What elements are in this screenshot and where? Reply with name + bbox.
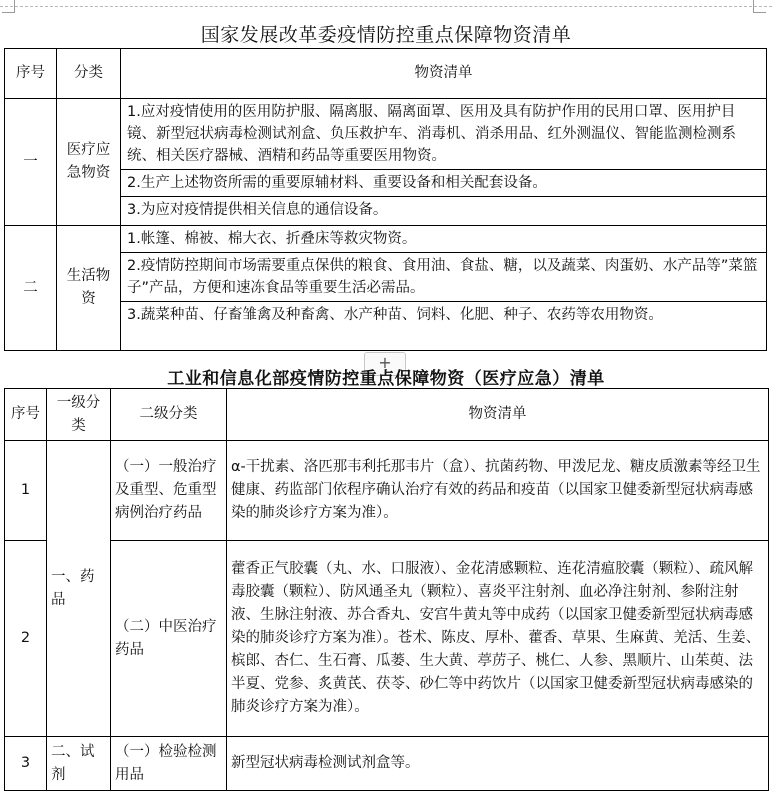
row-items-cell	[121, 99, 767, 226]
list-item: 2.疫情防控期间市场需要重点保供的粮食、食用油、食盐、糖，以及蔬菜、肉蛋奶、水产品等”菜篮子”产品，方便和速冻食品等重要生活必需品。	[121, 253, 766, 302]
item-list	[121, 99, 766, 223]
row-level2: （一）检验检测用品	[111, 737, 227, 791]
row-items: 藿香正气胶囊（丸、水、口服液）、金花清感颗粒、连花清瘟胶囊（颗粒）、疏风解毒胶囊（颗粒）、防风通圣丸（颗粒）、喜炎平注射剂、血必净注射剂、参附注射液、生脉注射液、苏合香丸、安宫牛黄丸等中成药（以国家卫健委新型冠状病毒感染的肺炎诊疗方案为准）。苍术、陈皮、厚朴、藿香、草果、生麻黄、羌活、生姜、槟郎、杏仁、生石膏、瓜蒌、生大黄、葶苈子、桃仁、人参、黑顺片、山茱萸、法半夏、党参、炙黄芪、茯苓、砂仁等中药饮片（以国家卫健委新型冠状病毒感染的肺炎诊疗方案为准）。	[227, 541, 769, 737]
row-seq: 一	[5, 99, 57, 226]
row-seq: 2	[5, 541, 47, 737]
table1-title: 国家发展改革委疫情防控重点保障物资清单	[200, 24, 572, 46]
page-top-border	[0, 6, 772, 7]
header-level1: 一级分类	[47, 389, 111, 441]
add-table-row-button[interactable]: +	[364, 352, 406, 376]
header-items: 物资清单	[121, 49, 767, 99]
row-level1: 二、试剂	[47, 737, 111, 791]
miit-supplies-table	[4, 388, 769, 791]
header-level2: 二级分类	[111, 389, 227, 441]
header-seq: 序号	[5, 49, 57, 99]
ndrc-supplies-table	[4, 48, 767, 351]
list-item: 3.为应对疫情提供相关信息的通信设备。	[127, 202, 388, 218]
row-items: α-干扰素、洛匹那韦利托那韦片（盒）、抗菌药物、甲泼尼龙、糖皮质激素等经卫生健康、药监部门依程序确认治疗有效的药品和疫苗（以国家卫健委新型冠状病毒感染的肺炎诊疗方案为准）。	[227, 441, 769, 541]
list-item: 3.蔬菜种苗、仔畜雏禽及种畜禽、水产种苗、饲料、化肥、种子、农药等农用物资。	[127, 307, 663, 323]
list-item: 2.生产上述物资所需的重要原辅材料、重要设备和相关配套设备。	[121, 170, 766, 197]
row-items-cell	[121, 226, 767, 351]
page-corner-mark-left	[2, 0, 15, 13]
row-level2: （二）中医治疗药品	[111, 541, 227, 737]
list-item: 1.应对疫情使用的医用防护服、隔离服、隔离面罩、医用及具有防护作用的民用口罩、医用护目镜、新型冠状病毒检测试剂盒、负压救护车、消毒机、消杀用品、红外测温仪、智能监测检测系统、相关医疗器械、酒精和药品等重要医用物资。	[121, 99, 766, 170]
row-items: 新型冠状病毒检测试剂盒等。	[227, 737, 769, 791]
item-list	[121, 226, 766, 328]
row-category: 医疗应急物资	[57, 99, 121, 226]
row-category: 生活物资	[57, 226, 121, 351]
list-item: 1.帐篷、棉被、棉大衣、折叠床等救灾物资。	[121, 226, 766, 253]
header-seq: 序号	[5, 389, 47, 441]
row-seq: 二	[5, 226, 57, 351]
page-corner-mark-right	[753, 0, 766, 13]
row-level2: （一）一般治疗及重型、危重型病例治疗药品	[111, 441, 227, 541]
row-seq: 3	[5, 737, 47, 791]
header-items: 物资清单	[227, 389, 769, 441]
row-level1: 一、药品	[47, 441, 111, 737]
row-seq: 1	[5, 441, 47, 541]
header-category: 分类	[57, 49, 121, 99]
table2-title: 工业和信息化部疫情防控重点保障物资（医疗应急）清单	[167, 369, 605, 389]
